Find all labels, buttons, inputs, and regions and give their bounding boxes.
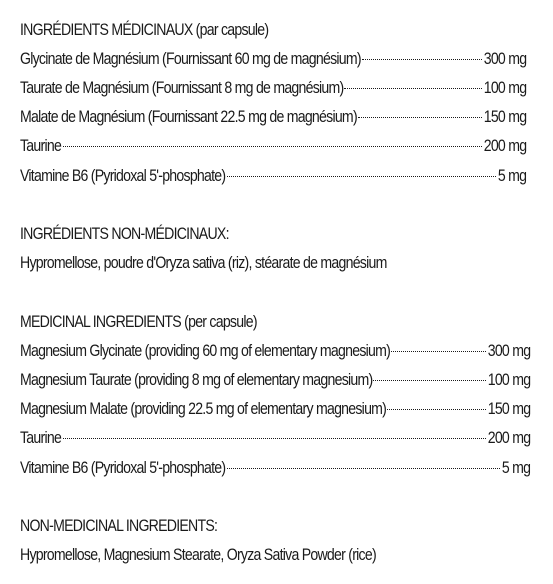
ingredient-name: Vitamine B6 (Pyridoxal 5'-phosphate)	[20, 166, 226, 185]
ingredient-name: Taurine	[20, 428, 62, 447]
en-non-medicinal-text: Hypromellose, Magnesium Stearate, Oryza Sativa Powder (rice)	[20, 545, 376, 564]
dot-leader	[387, 409, 486, 410]
fr-ingredient-row	[20, 164, 526, 188]
dot-leader	[373, 380, 486, 381]
ingredient-name: Malate de Magnésium (Fournissant 22.5 mg de magnésium)	[20, 107, 357, 126]
ingredient-amount: 5 mg	[501, 458, 530, 477]
dot-leader	[391, 351, 486, 352]
fr-medicinal-heading: INGRÉDIENTS MÉDICINAUX (par capsule)	[20, 20, 269, 39]
ingredient-name: Magnesium Glycinate (providing 60 mg of elementary magnesium)	[20, 341, 391, 360]
fr-ingredient-row	[20, 105, 526, 129]
ingredient-amount: 200 mg	[483, 136, 526, 155]
dot-leader	[227, 468, 501, 469]
ingredient-amount: 5 mg	[497, 166, 526, 185]
ingredient-name: Glycinate de Magnésium (Fournissant 60 mg de magnésium)	[20, 49, 361, 68]
fr-ingredient-row	[20, 76, 526, 100]
fr-ingredient-row	[20, 47, 526, 71]
dot-leader	[63, 146, 483, 147]
dot-leader	[358, 117, 482, 118]
ingredient-amount: 200 mg	[487, 428, 530, 447]
dot-leader	[344, 88, 482, 89]
en-non-medicinal-heading: NON-MEDICINAL INGREDIENTS:	[20, 516, 218, 535]
ingredient-name: Taurine	[20, 136, 62, 155]
ingredient-amount: 150 mg	[483, 107, 526, 126]
fr-ingredient-row	[20, 134, 526, 158]
en-ingredient-row	[20, 426, 530, 450]
ingredient-name: Magnesium Malate (providing 22.5 mg of elementary magnesium)	[20, 399, 387, 418]
ingredient-amount: 100 mg	[487, 370, 530, 389]
ingredient-name: Magnesium Taurate (providing 8 mg of elementary magnesium)	[20, 370, 373, 389]
en-ingredient-row	[20, 368, 530, 392]
ingredient-name: Taurate de Magnésium (Fournissant 8 mg de magnésium)	[20, 78, 344, 97]
en-ingredient-row	[20, 339, 530, 363]
dot-leader	[362, 59, 483, 60]
dot-leader	[63, 438, 487, 439]
ingredient-amount: 300 mg	[483, 49, 526, 68]
ingredient-amount: 300 mg	[487, 341, 530, 360]
fr-non-medicinal-text: Hypromellose, poudre d'Oryza sativa (riz), stéarate de magnésium	[20, 253, 387, 272]
fr-non-medicinal-heading: INGRÉDIENTS NON-MÉDICINAUX:	[20, 224, 229, 243]
en-ingredient-row	[20, 397, 530, 421]
ingredient-amount: 150 mg	[487, 399, 530, 418]
ingredient-amount: 100 mg	[483, 78, 526, 97]
ingredient-name: Vitamine B6 (Pyridoxal 5'-phosphate)	[20, 458, 226, 477]
dot-leader	[227, 176, 497, 177]
en-medicinal-heading: MEDICINAL INGREDIENTS (per capsule)	[20, 312, 257, 331]
en-ingredient-row	[20, 456, 530, 480]
